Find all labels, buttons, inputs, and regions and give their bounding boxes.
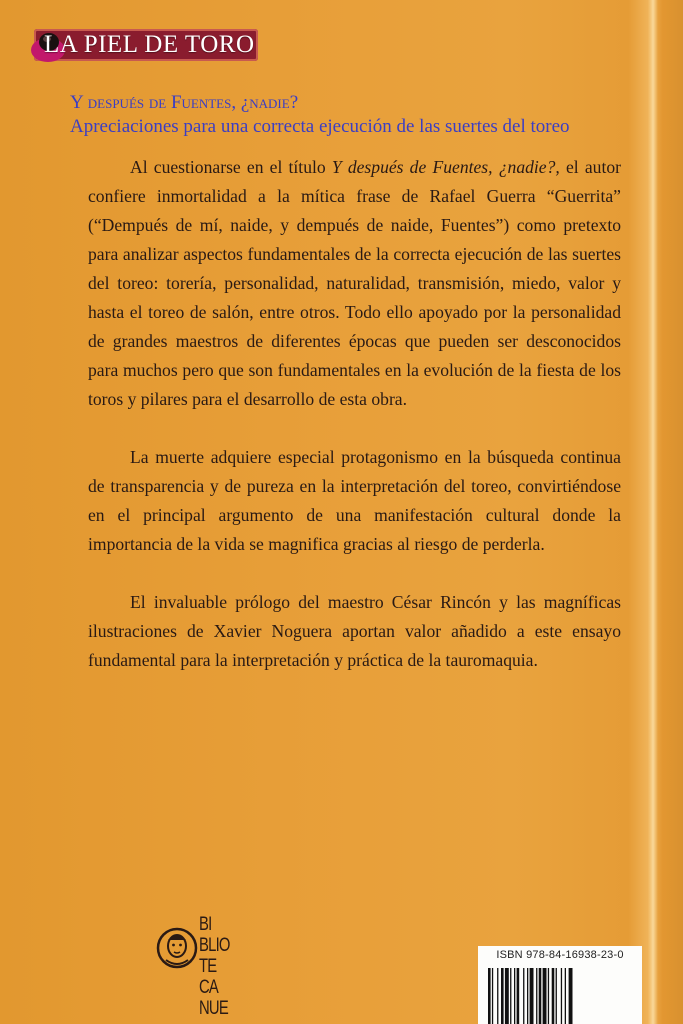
barcode-bar — [514, 968, 515, 1024]
barcode-bar — [536, 968, 537, 1024]
blurb-p1-italic-title: Y después de Fuentes, ¿nadie?, — [331, 157, 560, 177]
publisher-line-5: NUE — [199, 998, 228, 1019]
barcode-label — [478, 946, 642, 1024]
publisher-emblem-icon — [156, 926, 198, 970]
barcode-bars — [488, 968, 634, 1024]
barcode-bar — [539, 968, 542, 1024]
barcode-bar — [569, 968, 573, 1024]
barcode-bar — [556, 968, 557, 1024]
publisher-line-3: TE — [199, 956, 217, 977]
barcode-bar — [548, 968, 549, 1024]
barcode-bar — [492, 968, 493, 1024]
barcode-bar — [530, 968, 534, 1024]
barcode-bar — [552, 968, 555, 1024]
barcode-bar — [527, 968, 528, 1024]
book-subtitle: Apreciaciones para una correcta ejecución de las suertes del toreo — [70, 116, 570, 137]
barcode-bar — [510, 968, 511, 1024]
collection-name: LA PIEL DE TORO — [44, 31, 255, 58]
barcode-bar — [523, 968, 524, 1024]
publisher-line-1: BI — [199, 914, 212, 935]
barcode-bar — [497, 968, 498, 1024]
publisher-line-4: CA — [199, 977, 219, 998]
blurb-paragraph-2: La muerte adquiere especial protagonismo en la búsqueda continua de transparencia y de pureza en la interpretación del toreo, convirtiéndose en el principal argumento de una manifestación cultural donde la importancia de la vida se magnifica gracias al riesgo de perderla. — [88, 447, 621, 554]
isbn-number: ISBN 978-84-16938-23-0 — [496, 949, 624, 961]
back-cover-blurb — [88, 153, 621, 704]
barcode-bar — [561, 968, 562, 1024]
barcode-bar — [517, 968, 520, 1024]
blurb-p1-rest: el autor confiere inmortalidad a la mítica frase de Rafael Guerra “Guerrita” (“Dempués de mí, naide, y dempués de naide, Fuentes”) como pretexto para analizar aspectos fundamentales de la correcta ejecución de las suertes del toreo: torería, personalidad, naturalidad, transmisión, miedo, valor y hasta el toreo de salón, entre otros. Todo ello apoyado por la personalidad de grandes maestros de diferentes épocas que pueden ser desconocidos para muchos pero que son fundamentales en la evolución de la fiesta de los toros y pilares para el desarrollo de esta obra. — [88, 157, 621, 409]
spine-highlight — [648, 0, 658, 1024]
publisher-line-2: BLIO — [199, 935, 230, 956]
blurb-p1-start: Al cuestionarse en el título — [130, 157, 332, 177]
book-title: Y después de Fuentes, ¿nadie? — [70, 92, 299, 113]
blurb-paragraph-1 — [88, 153, 621, 414]
barcode-bar — [543, 968, 547, 1024]
barcode-bar — [501, 968, 504, 1024]
publisher-logo — [156, 912, 246, 1024]
publisher-name — [199, 914, 230, 1019]
barcode-bar — [565, 968, 566, 1024]
barcode-bar — [505, 968, 509, 1024]
barcode-bar — [488, 968, 491, 1024]
blurb-paragraph-3: El invaluable prólogo del maestro César Rincón y las magníficas ilustraciones de Xavier Noguera aportan valor añadido a este ensayo fundamental para la interpretación y práctica de la tauromaquia. — [88, 592, 621, 670]
